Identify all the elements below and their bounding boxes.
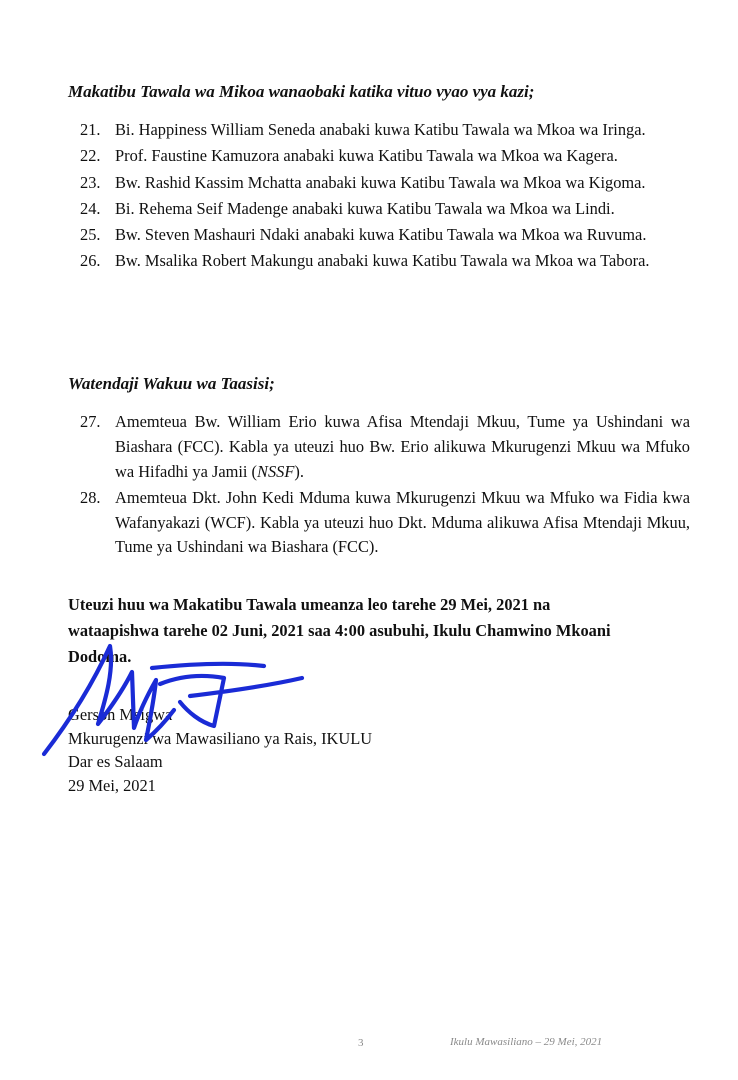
section-heading-executives: Watendaji Wakuu wa Taasisi;	[68, 374, 275, 393]
signatory-place: Dar es Salaam	[68, 752, 163, 771]
item-text: Bi. Rehema Seif Madenge anabaki kuwa Katibu Tawala wa Mkoa wa Lindi.	[115, 198, 615, 218]
item-text: Prof. Faustine Kamuzora anabaki kuwa Katibu Tawala wa Mkoa wa Kagera.	[115, 146, 618, 166]
footer-reference: Ikulu Mawasiliano – 29 Mei, 2021	[450, 1036, 603, 1048]
item-text: Bw. Rashid Kassim Mchatta anabaki kuwa Katibu Tawala wa Mkoa wa Kigoma.	[115, 172, 646, 192]
item-text	[115, 410, 690, 484]
list-item	[80, 197, 690, 222]
item-number: 26.	[80, 251, 101, 271]
list-item	[80, 223, 690, 248]
item-number: 25.	[80, 225, 101, 245]
item-number: 21.	[80, 120, 101, 139]
item-number: 28.	[80, 487, 101, 507]
item-text: Bw. Steven Mashauri Ndaki anabaki kuwa Katibu Tawala wa Mkoa wa Ruvuma.	[115, 225, 647, 245]
appointment-notice: Uteuzi huu wa Makatibu Tawala umeanza leo tarehe 29 Mei, 2021 na wataapishwa tarehe 02 Juni, 2021 saa 4:00 asubuhi, Ikulu Chamwino Mkoani Dodoma.	[68, 595, 611, 666]
regional-secretaries-list	[80, 118, 690, 276]
signatory-name: Gerson Msigwa	[68, 705, 173, 724]
item-number: 24.	[80, 198, 101, 218]
section-heading-regional-secretaries: Makatibu Tawala wa Mikoa wanaobaki katika vituo vyao vya kazi;	[68, 82, 535, 101]
item-number: 22.	[80, 146, 101, 166]
handwritten-signature	[40, 632, 320, 772]
item-number: 27.	[80, 412, 101, 431]
list-item	[80, 171, 690, 196]
list-item	[80, 144, 690, 169]
item-number: 23.	[80, 172, 101, 192]
list-item	[80, 486, 690, 560]
signatory-date: 29 Mei, 2021	[68, 775, 156, 795]
list-item	[80, 118, 690, 143]
item-text: Bw. Msalika Robert Makungu anabaki kuwa Katibu Tawala wa Mkoa wa Tabora.	[115, 251, 650, 271]
item-text-end: ).	[294, 461, 304, 481]
item-text-main: Amemteua Bw. William Erio kuwa Afisa Mtendaji Mkuu, Tume ya Ushindani wa Biashara (FCC). Kabla ya uteuzi huo Bw. Erio alikuwa Mkurugenzi Mkuu wa Mfuko wa Hifadhi ya Jamii (	[115, 412, 690, 481]
signatory-title: Mkurugenzi wa Mawasiliano ya Rais, IKULU	[68, 728, 373, 748]
item-text-acronym: NSSF	[257, 461, 295, 481]
page-number: 3	[358, 1037, 364, 1049]
executives-list	[80, 410, 690, 562]
item-text: Bi. Happiness William Seneda anabaki kuwa Katibu Tawala wa Mkoa wa Iringa.	[115, 120, 646, 139]
item-text: Amemteua Dkt. John Kedi Mduma kuwa Mkurugenzi Mkuu wa Mfuko wa Fidia kwa Wafanyakazi (WCF). Kabla ya uteuzi huo Dkt. Mduma alikuwa Afisa Mtendaji Mkuu, Tume ya Ushindani wa Biashara (FCC).	[115, 487, 690, 557]
list-item	[80, 249, 690, 274]
list-item	[80, 410, 690, 484]
